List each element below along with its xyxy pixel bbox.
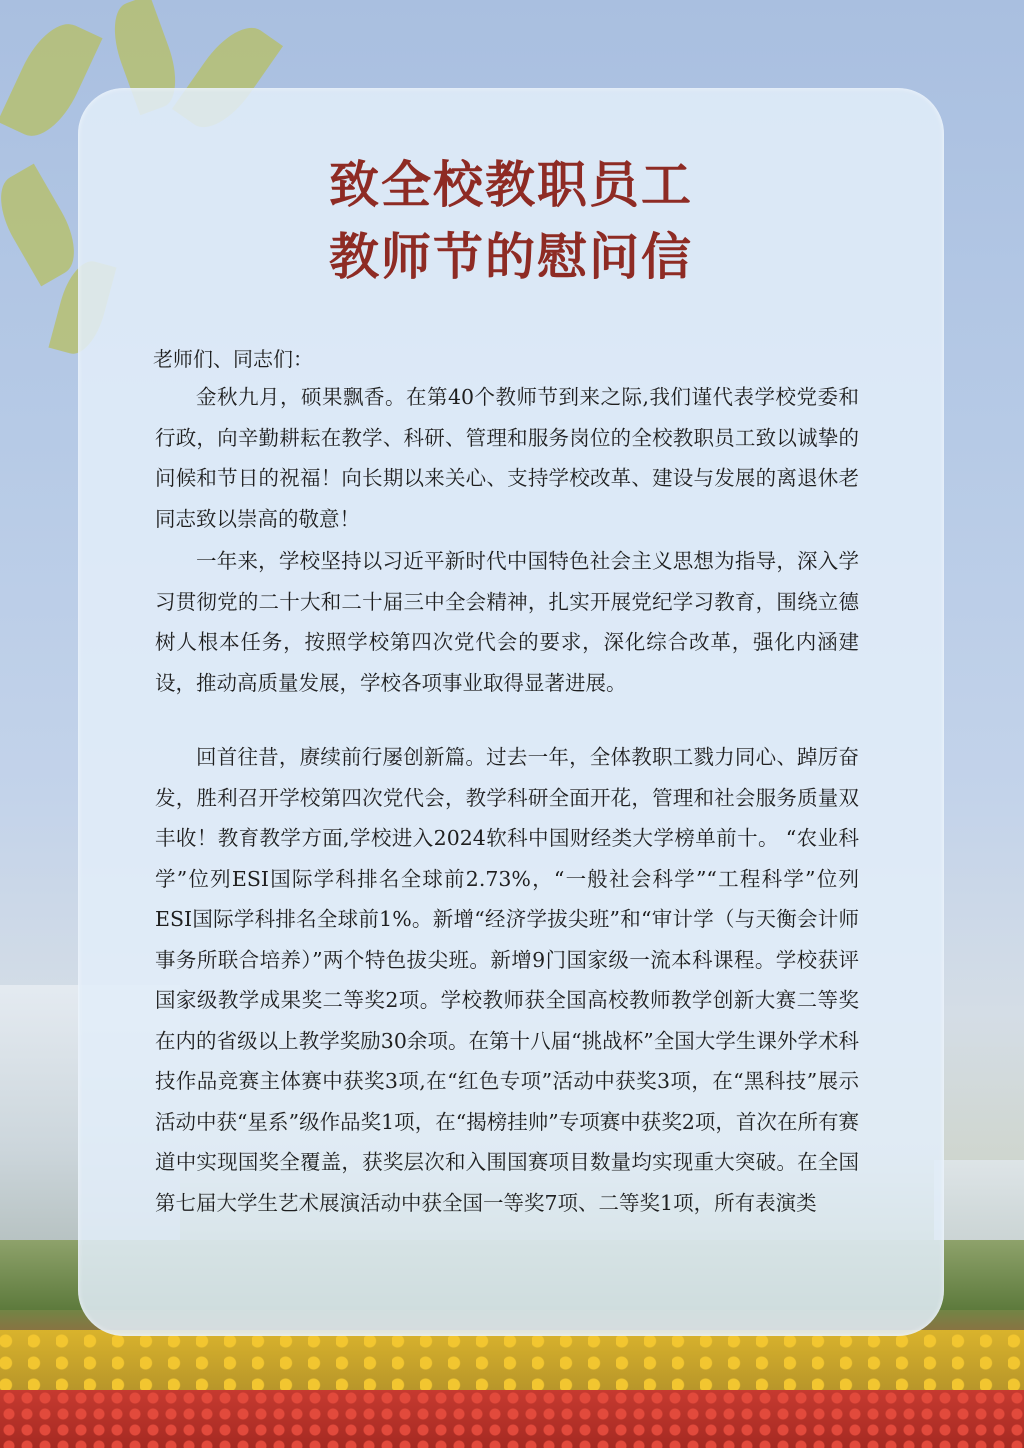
title-line-1: 致全校教职员工 [329, 155, 693, 214]
salutation: 老师们、同志们： [153, 347, 313, 371]
yellow-flowers [0, 1330, 1024, 1390]
title-line-2: 教师节的慰问信 [329, 227, 693, 286]
paragraph-greeting: 金秋九月，硕果飘香。在第40个教师节到来之际,我们谨代表学校党委和行政，向辛勤耕耘在教学、科研、管理和服务岗位的全校教职员工致以诚挚的问候和节日的祝福！向长期以来关心、支持学校改革、建设与发展的离退休老同志致以崇高的敬意！ [155, 385, 859, 531]
paragraph-achievements: 回首往昔，赓续前行屡创新篇。过去一年，全体教职工戮力同心、踔厉奋发，胜利召开学校第四次党代会，教学科研全面开花，管理和社会服务质量双丰收！教育教学方面,学校进入2024软科中国财经类大学榜单前十。 “农业科学”位列ESI国际学科排名全球前2.73%，“一般社会科学”“工程科学”位列ESI国际学科排名全球前1%。新增“经济学拔尖班”和“审计学（与天衡会计师事务所联合培养）”两个特色拔尖班。新增9门国家级一流本科课程。学校获评国家级教学成果奖二等奖2项。学校教师获全国高校教师教学创新大赛二等奖在内的省级以上教学奖励30余项。在第十八届“挑战杯”全国大学生课外学术科技作品竞赛主体赛中获奖3项,在“红色专项”活动中获奖3项，在“黑科技”展示活动中获“星系”级作品奖1项，在“揭榜挂帅”专项赛中获奖2项，首次在所有赛道中实现国奖全覆盖，获奖层次和入围国赛项目数量均实现重大突破。在全国第七届大学生艺术展演活动中获全国一等奖7项、二等奖1项，所有表演类 [155, 745, 859, 1215]
red-flowers [0, 1390, 1024, 1448]
paragraph-year-review: 一年来，学校坚持以习近平新时代中国特色社会主义思想为指导，深入学习贯彻党的二十大和二十届三中全会精神，扎实开展党纪学习教育，围绕立德树人根本任务，按照学校第四次党代会的要求，深化综合改革，强化内涵建设，推动高质量发展，学校各项事业取得显著进展。 [155, 549, 859, 695]
